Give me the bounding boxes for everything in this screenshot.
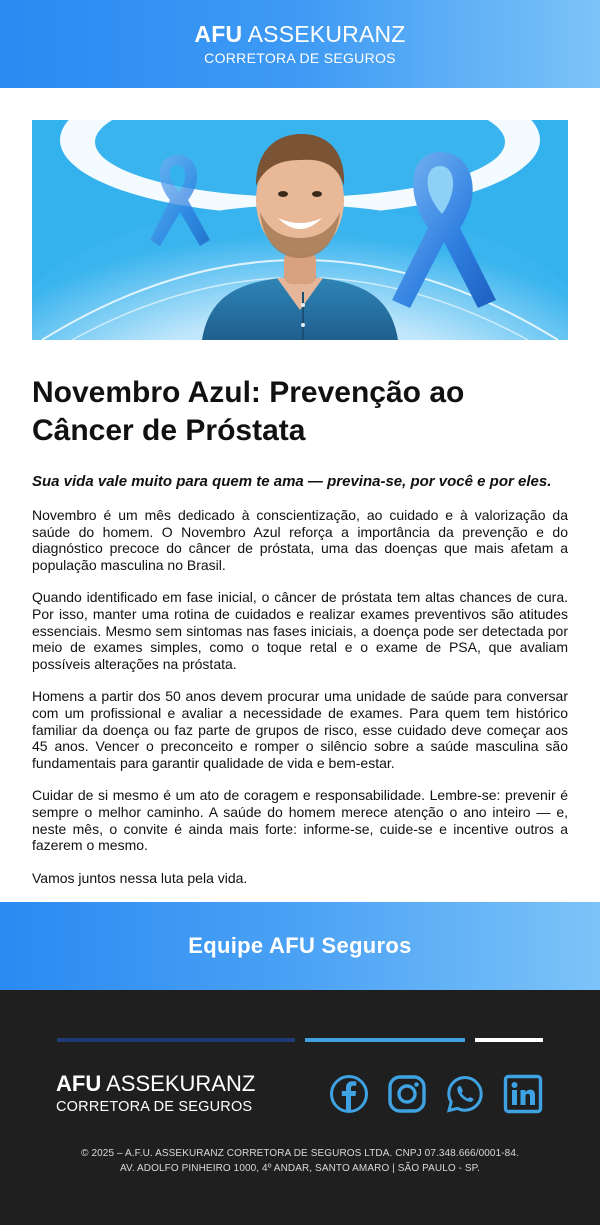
header-logo-bold: AFU [194,21,243,47]
footer-legal [0,1146,600,1176]
footer-stripe-navy [57,1038,295,1042]
header-logo-rest: ASSEKURANZ [247,21,406,47]
footer-stripe-white [475,1038,543,1042]
footer-legal-line-2: AV. ADOLFO PINHEIRO 1000, 4º ANDAR, SANTO AMARO | SÃO PAULO - SP. [119,1163,481,1175]
article-paragraph-1: Novembro é um mês dedicado à conscientização, ao cuidado e à valorização da saúde do homem. O Novembro Azul reforça a importância da prevenção e do diagnóstico precoce do câncer de próstata, uma das doenças que mais afetam a população masculina no Brasil. [32,507,568,573]
article-paragraph-2: Quando identificado em fase inicial, o câncer de próstata tem altas chances de cura. Por isso, manter uma rotina de cuidados e realizar exames preventivos são atitudes essenciais. Mesmo sem sintomas nas fases iniciais, a doença pode ser detectada por meio de exames simples, como o toque retal e o exame de PSA, que avaliam possíveis alterações na próstata. [32,589,568,672]
whatsapp-link[interactable] [445,1074,485,1114]
header-logo-subtitle: CORRETORA DE SEGUROS [204,50,396,66]
team-signature: Equipe AFU Seguros [188,933,412,959]
hero-banner-image [32,120,568,340]
facebook-icon [329,1074,369,1114]
footer-logo-bold: AFU [56,1071,102,1097]
footer-logo-rest: ASSEKURANZ [106,1071,256,1097]
instagram-icon [387,1074,427,1114]
facebook-link[interactable] [329,1074,369,1114]
linkedin-icon [503,1074,543,1114]
footer-stripe-blue [305,1038,465,1042]
article-paragraph-3: Homens a partir dos 50 anos devem procurar uma unidade de saúde para conversar com um profissional e avaliar a necessidade de exames. Para quem tem histórico familiar da doença ou faz parte de grupos de risco, esse cuidado deve começar aos 45 anos. Vencer o preconceito e romper o silêncio sobre a saúde masculina são fundamentais para garantir qualidade de vida e bem-estar. [32,688,568,771]
article-title: Novembro Azul: Prevenção ao Câncer de Próstata [32,376,465,447]
team-signature-bar [0,902,600,990]
article-subtitle: Sua vida vale muito para quem te ama — previna-se, por você e por eles. [32,473,552,490]
instagram-link[interactable] [387,1074,427,1114]
article-paragraph-4: Cuidar de si mesmo é um ato de coragem e responsabilidade. Lembre-se: prevenir é sempre o melhor caminho. A saúde do homem merece atenção o ano inteiro — e, neste mês, o convite é ainda mais forte: informe-se, cuide-se e incentive outros a fazerem o mesmo. [32,787,568,854]
hero-wrapper [0,88,600,340]
article-paragraph-5: Vamos juntos nessa luta pela vida. [32,869,248,886]
email-header [0,0,600,88]
footer-logo-subtitle: CORRETORA DE SEGUROS [56,1099,253,1116]
footer-legal-line-1: © 2025 – A.F.U. ASSEKURANZ CORRETORA DE SEGUROS LTDA. CNPJ 07.348.666/0001-84. [81,1148,519,1160]
header-logo[interactable] [194,21,405,47]
footer-logo[interactable] [56,1072,255,1116]
email-footer [0,990,600,1225]
linkedin-link[interactable] [503,1074,543,1114]
social-links [329,1074,543,1114]
article-content [0,340,600,886]
whatsapp-icon [445,1074,485,1114]
